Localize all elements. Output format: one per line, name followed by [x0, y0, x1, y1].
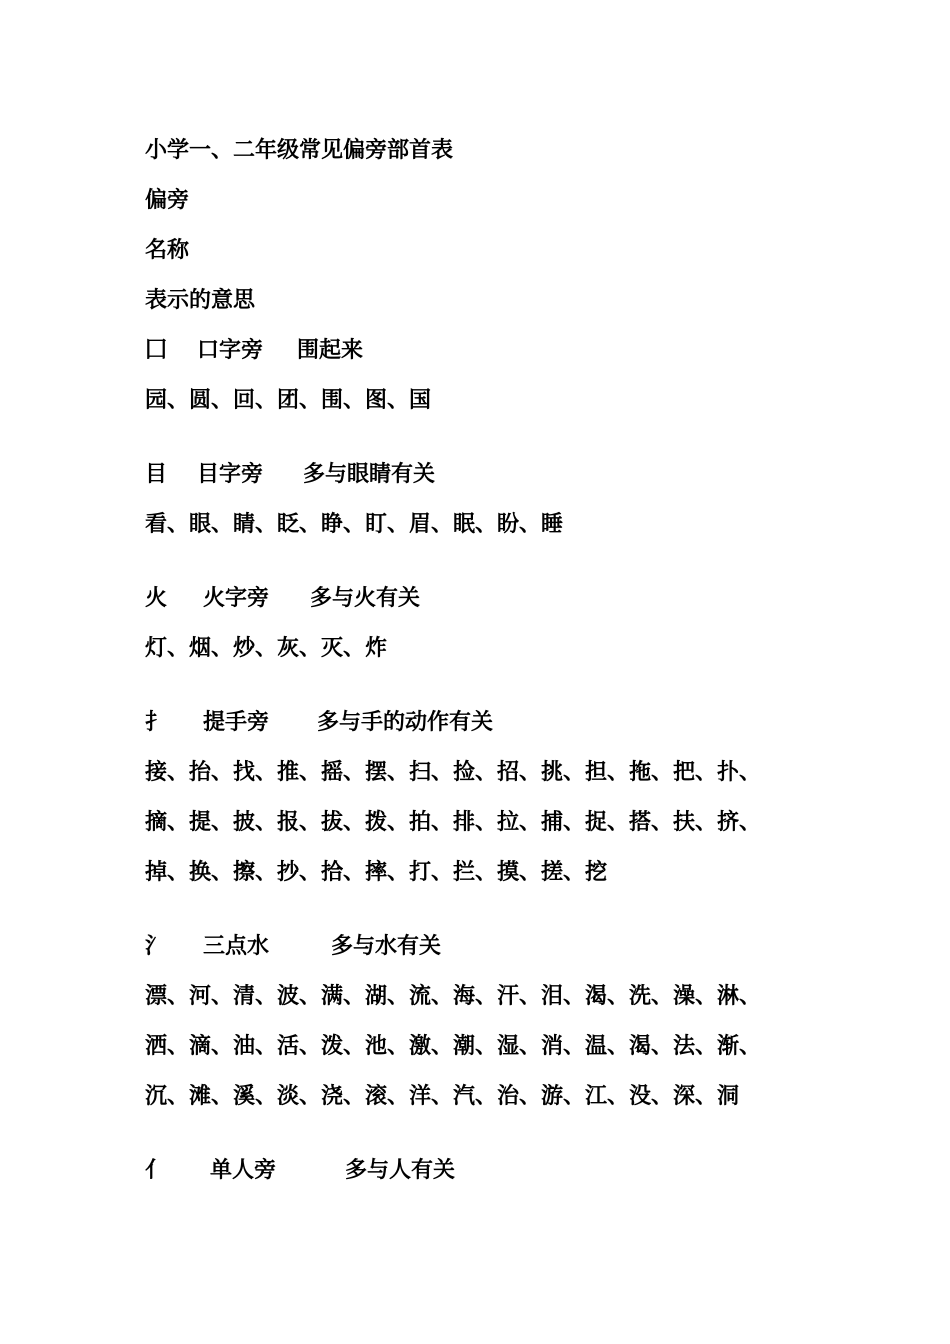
radical-name: 提手旁	[203, 710, 270, 735]
radical-meaning: 多与手的动作有关	[317, 710, 494, 735]
label-meaning: 表示的意思	[145, 288, 256, 313]
radical-glyph: 囗	[145, 338, 168, 363]
label-radical: 偏旁	[145, 188, 190, 213]
radical-name: 口字旁	[197, 338, 264, 363]
radical-glyph: 火	[145, 586, 168, 611]
radical-meaning: 多与水有关	[331, 934, 442, 959]
example-chars: 沉、滩、溪、淡、浇、滚、洋、汽、治、游、江、没、深、洞	[145, 1084, 740, 1109]
example-chars: 灯、烟、炒、灰、灭、炸	[145, 636, 388, 661]
radical-meaning: 多与眼睛有关	[303, 462, 436, 487]
example-chars: 园、圆、回、团、围、图、国	[145, 388, 432, 413]
radical-meaning: 多与火有关	[310, 586, 421, 611]
radical-name: 单人旁	[210, 1158, 277, 1183]
example-chars: 洒、滴、油、活、泼、池、激、潮、湿、消、温、渴、法、渐、	[145, 1034, 762, 1059]
radical-glyph: 氵	[145, 934, 168, 959]
page-title: 小学一、二年级常见偏旁部首表	[145, 138, 454, 163]
radical-name: 火字旁	[203, 586, 270, 611]
example-chars: 掉、换、擦、抄、拾、摔、打、拦、摸、搓、挖	[145, 860, 608, 885]
radical-meaning: 多与人有关	[345, 1158, 456, 1183]
radical-name: 三点水	[203, 934, 270, 959]
radical-glyph: 亻	[145, 1158, 168, 1183]
radical-meaning: 围起来	[297, 338, 364, 363]
radical-glyph: 目	[145, 462, 168, 487]
example-chars: 漂、河、清、波、满、湖、流、海、汗、泪、渴、洗、澡、淋、	[145, 984, 762, 1009]
radical-name: 目字旁	[197, 462, 264, 487]
label-name: 名称	[145, 238, 190, 263]
radical-glyph: 扌	[145, 710, 168, 735]
example-chars: 摘、提、披、报、拔、拨、拍、排、拉、捕、捉、搭、扶、挤、	[145, 810, 762, 835]
example-chars: 看、眼、睛、眨、睁、盯、眉、眠、盼、睡	[145, 512, 564, 537]
example-chars: 接、抬、找、推、摇、摆、扫、捡、招、挑、担、拖、把、扑、	[145, 760, 762, 785]
